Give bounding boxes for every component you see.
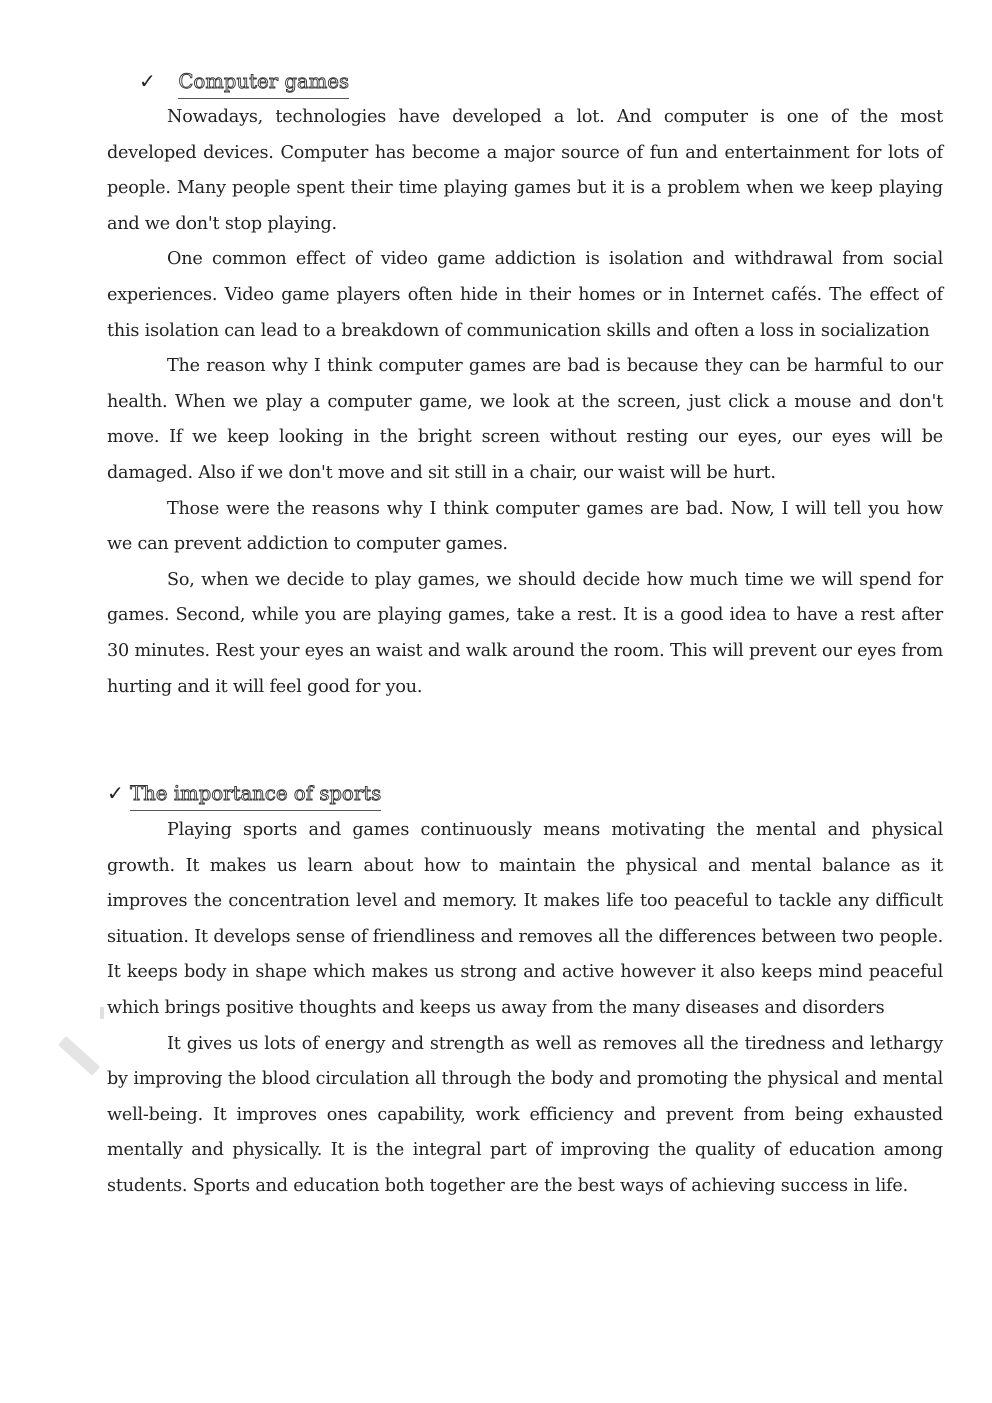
paragraph: Playing sports and games continuously means motivating the mental and physical growth. It makes us learn about how to maintain the physical and mental balance as it improves the concentration level and memory. It makes life too peaceful to tackle any difficult situation. It develops sense of friendliness and removes all the differences between two people. It keeps body in shape which makes us strong and active however it also keeps mind peaceful which brings positive thoughts and keeps us away from the many diseases and disorders [107, 820, 943, 1018]
checkmark-icon: ✓ [139, 69, 156, 93]
section-title: Computer games [178, 68, 349, 99]
section-body-computer-games [107, 100, 943, 705]
section-title: The importance of sports [130, 780, 381, 811]
watermark-fragment [100, 1007, 104, 1019]
section-heading-computer-games [139, 67, 349, 99]
watermark-fragment [58, 1036, 100, 1076]
paragraph: One common effect of video game addiction is isolation and withdrawal from social experiences. Video game players often hide in their homes or in Internet cafés. The effect of this isolation can lead to a breakdown of communication skills and often a loss in socialization [107, 249, 943, 341]
section-heading-importance-of-sports [107, 779, 381, 811]
paragraph: It gives us lots of energy and strength as well as removes all the tiredness and lethargy by improving the blood circulation all through the body and promoting the physical and mental well-being. It improves ones capability, work efficiency and prevent from being exhausted mentally and physically. It is the integral part of improving the quality of education among students. Sports and education both together are the best ways of achieving success in life. [107, 1033, 943, 1196]
paragraph: Nowadays, technologies have developed a lot. And computer is one of the most developed devices. Computer has become a major source of fun and entertainment for lots of people. Many people spent their time playing games but it is a problem when we keep playing and we don't stop playing. [107, 107, 943, 234]
section-body-importance-of-sports [107, 813, 943, 1205]
paragraph: Those were the reasons why I think computer games are bad. Now, I will tell you how we can prevent addiction to computer games. [107, 498, 943, 555]
paragraph: The reason why I think computer games are bad is because they can be harmful to our health. When we play a computer game, we look at the screen, just click a mouse and don't move. If we keep looking in the bright screen without resting our eyes, our eyes will be damaged. Also if we don't move and sit still in a chair, our waist will be hurt. [107, 356, 943, 483]
checkmark-icon: ✓ [107, 781, 124, 805]
paragraph: So, when we decide to play games, we should decide how much time we will spend for games. Second, while you are playing games, take a rest. It is a good idea to have a rest after 30 minutes. Rest your eyes an waist and walk around the room. This will prevent our eyes from hurting and it will feel good for you. [107, 569, 943, 697]
